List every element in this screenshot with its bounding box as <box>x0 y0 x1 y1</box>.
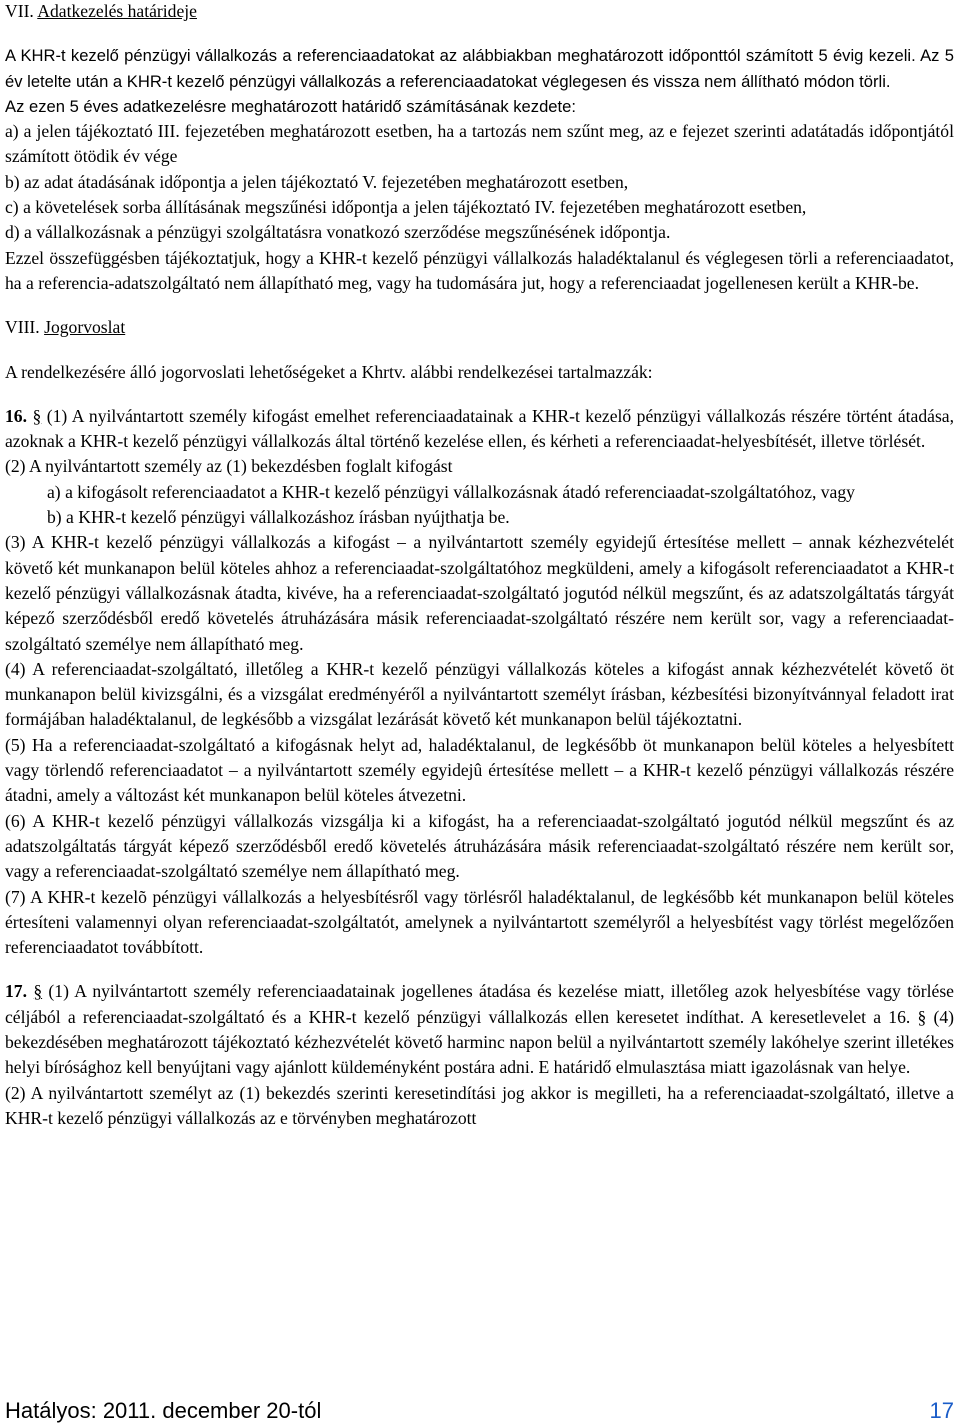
section-8-number: VIII. <box>5 317 40 338</box>
paragraph-16-5: (5) Ha a referenciaadat-szolgáltató a kifogásnak helyt ad, haladéktalanul, de legkésőbb öt munkanapon belül köteles a helyesbített vagy törlendő referenciaadatot – a nyilvántartott személy egyidejû értesítése mellett – a KHR-t kezelő pénzügyi vállalkozás részére átadni, amely a változást két munkanapon belül köteles átvezetni. <box>5 734 954 806</box>
deadline-item-b: b) az adat átadásának időpontja a jelen tájékoztató V. fejezetében meghatározott esetben, <box>5 171 629 192</box>
section-sign: § <box>33 981 43 1002</box>
paragraph-17-1-text: (1) A nyilvántartott személy referenciaadatainak jogellenes átadása és kezelése miatt, illetőleg azok helyesbítése vagy törlése céljából a referenciaadat-szolgáltató és a KHR-t kezelő pénzügyi vállalkozás ellen keresetet indíthat. A keresetlevelet a 16. § (4) bekezdésében meghatározott tájékoztató kézhezvételét követő harminc napon belül a nyilvántartott személy lakóhelye szerint illetékes helyi bírósághoz kell benyújtani vagy ajánlott küldeményként postára adni. E határidő elmulasztása miatt igazolásnak van helye. <box>5 981 954 1078</box>
paragraph-16-3: (3) A KHR-t kezelő pénzügyi vállalkozás a kifogást – a nyilvántartott személy egyidejű értesítése mellett – annak kézhezvételét követő két munkanapon belül köteles ahhoz a referenciaadat-szolgáltatóhoz megküldeni, amely a kifogásolt referenciaadatot a KHR-t kezelő pénzügyi vállalkozásnak átadta, kivéve, ha a referenciaadat-szolgáltató jogutód nélkül megszűnt, és az adatszolgáltatás tárgyát képező szerződésből eredő követelés átruházására másik referenciaadat-szolgáltató részére nem került sor, vagy a referenciaadat-szolgáltató személye nem állapítható meg. <box>5 532 954 654</box>
deadline-item-a: a) a jelen tájékoztató III. fejezetében meghatározott esetben, ha a tartozás nem szűnt meg, az e fejezet szerinti adatátadás időpontjától számított ötödik év vége <box>5 121 954 167</box>
paragraph-16-number: 16. <box>5 405 27 426</box>
paragraph-16-1 <box>5 404 954 455</box>
deadline-item-c: c) a követelések sorba állításának megszűnési időpontja a jelen tájékoztató IV. fejezetében meghatározott esetben, <box>5 197 807 218</box>
section-7-number: VII. <box>5 1 34 21</box>
page-footer <box>5 1397 954 1427</box>
validity-date: Hatályos: 2011. december 20-tól <box>5 1398 322 1423</box>
section-8-heading <box>5 315 954 340</box>
deadline-start: Az ezen 5 éves adatkezelésre meghatározott határidő számításának kezdete: <box>5 96 576 116</box>
section-sign: § <box>32 405 42 426</box>
section-8-title: Jogorvoslat <box>44 317 126 338</box>
section-7-title: Adatkezelés határideje <box>37 1 197 21</box>
paragraph-16-7: (7) A KHR-t kezelõ pénzügyi vállalkozás a helyesbítésről vagy törlésről haladéktalanul, de legkésőbb két munkanapon belül köteles értesíteni valamennyi olyan referenciaadat-szolgáltatót, amelynek a nyilvántartott személyről a helyesbítést vagy törlést megelőzően referenciaadatot továbbított. <box>5 886 954 958</box>
section-7-heading <box>5 0 954 24</box>
paragraph-17-2: (2) A nyilvántartott személyt az (1) bekezdés szerinti keresetindítási jog akkor is megilleti, ha a referenciaadat-szolgáltató, illetve a KHR-t kezelő pénzügyi vállalkozás az e törvényben meghatározott <box>5 1082 954 1128</box>
section-8-intro: A rendelkezésére álló jogorvoslati lehetőségeket a Khrtv. alábbi rendelkezései tartalmazzák: <box>5 361 653 382</box>
page-number: 17 <box>929 1398 954 1423</box>
paragraph-17-1 <box>5 979 954 1080</box>
paragraph-17-number: 17. <box>5 981 27 1002</box>
paragraph-16-2-b: b) a KHR-t kezelő pénzügyi vállalkozáshoz írásban nyújthatja be. <box>47 507 510 528</box>
paragraph-16-1-text: (1) A nyilvántartott személy kifogást emelhet referenciaadatainak a KHR-t kezelő pénzügyi vállalkozás részére történt átadása, azoknak a KHR-t kezelő pénzügyi vállalkozás által történő kezelése ellen, és kérheti a referenciaadat-helyesbítését, illetve törlését. <box>5 405 954 452</box>
section-7-closing: Ezzel összefüggésben tájékoztatjuk, hogy a KHR-t kezelő pénzügyi vállalkozás haladéktalanul és véglegesen törli a referenciaadatot, ha a referencia-adatszolgáltató nem állapítható meg, vagy ha tudomására jut, hogy a referenciaadat jogellenesen került a KHR-be. <box>5 247 954 293</box>
paragraph-16-2: (2) A nyilvántartott személy az (1) bekezdésben foglalt kifogást <box>5 456 453 477</box>
paragraph-16-6: (6) A KHR-t kezelő pénzügyi vállalkozás vizsgálja ki a kifogást, ha a referenciaadat-szolgáltató jogutód nélkül megszűnt és az adatszolgáltatás tárgyát képező szerződésből eredő követelés átruházására másik referenciaadat-szolgáltató részére nem került sor, vagy a referenciaadat-szolgáltató személye nem állapítható meg. <box>5 810 954 882</box>
paragraph-16-2-a: a) a kifogásolt referenciaadatot a KHR-t kezelő pénzügyi vállalkozásnak átadó referenciaadat-szolgáltatóhoz, vagy <box>47 481 855 502</box>
paragraph-16-4: (4) A referenciaadat-szolgáltató, illetőleg a KHR-t kezelő pénzügyi vállalkozás köteles a kifogást annak kézhezvételét követő öt munkanapon belül kivizsgálni, és a vizsgálat eredményéről a nyilvántartott személyt írásban, kézbesítési bizonyítvánnyal feladott irat formájában haladéktalanul, de legkésőbb a vizsgálat lezárását követő két munkanapon belül tájékoztatni. <box>5 658 954 730</box>
section-7-intro: A KHR-t kezelő pénzügyi vállalkozás a referenciaadatokat az alábbiakban meghatározott időponttól számított 5 évig kezeli. Az 5 év letelte után a KHR-t kezelő pénzügyi vállalkozás a referenciaadatokat véglegesen és vissza nem állítható módon törli. <box>5 46 954 91</box>
deadline-item-d: d) a vállalkozásnak a pénzügyi szolgáltatásra vonatkozó szerződése megszűnésének időpontja. <box>5 222 671 243</box>
